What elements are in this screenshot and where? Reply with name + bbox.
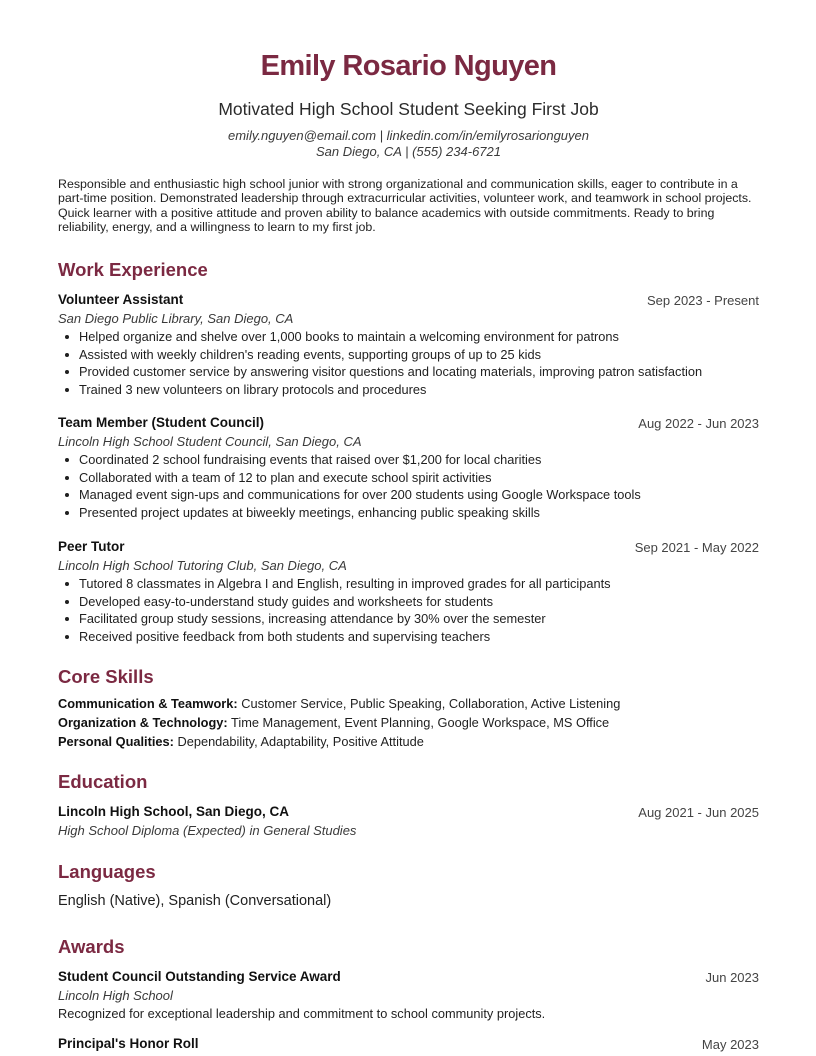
job-bullet: Developed easy-to-understand study guides and worksheets for students [79,593,759,611]
candidate-name: Emily Rosario Nguyen [260,50,557,82]
job-bullet: Tutored 8 classmates in Algebra I and English, resulting in improved grades for all participants [79,575,759,593]
skill-values: Customer Service, Public Speaking, Collaboration, Active Listening [237,696,621,711]
education-dates: Aug 2021 - Jun 2025 [638,805,759,820]
skill-values: Dependability, Adaptability, Positive Attitude [173,734,424,749]
award-date: May 2023 [701,1037,759,1052]
school-name: Lincoln High School, San Diego, CA [58,804,290,819]
contact-location-phone: San Diego, CA | (555) 234-6721 [315,144,501,159]
work-entry [58,415,759,521]
award-entry [58,1036,759,1054]
job-bullets [58,328,759,398]
skill-row [58,713,759,732]
resume-tagline: Motivated High School Student Seeking First Job [218,99,599,119]
job-title: Volunteer Assistant [58,292,184,307]
skills-list [58,694,759,751]
job-bullets [58,451,759,521]
section-title-education: Education [58,771,148,792]
award-description: Recognized for exceptional leadership and commitment to school community projects. [58,1006,546,1021]
job-dates: Aug 2022 - Jun 2023 [638,416,759,431]
job-bullet: Collaborated with a team of 12 to plan and execute school spirit activities [79,469,759,487]
job-dates: Sep 2023 - Present [646,293,759,308]
job-bullet: Managed event sign-ups and communications for over 200 students using Google Workspace tools [79,486,759,504]
job-bullet: Presented project updates at biweekly meetings, enhancing public speaking skills [79,504,759,522]
skill-category: Communication & Teamwork: [58,696,238,711]
award-entry [58,969,759,1022]
skill-category: Organization & Technology: [58,715,228,730]
award-issuer: Lincoln High School [58,988,173,1003]
degree: High School Diploma (Expected) in General Studies [58,823,357,838]
job-dates: Sep 2021 - May 2022 [634,540,759,555]
job-organization: Lincoln High School Tutoring Club, San Diego, CA [58,558,347,573]
work-entry [58,292,759,398]
languages-list: English (Native), Spanish (Conversational) [58,893,332,909]
award-date: Jun 2023 [705,970,759,985]
job-bullet: Facilitated group study sessions, increasing attendance by 30% over the semester [79,610,759,628]
section-title-skills: Core Skills [58,666,154,687]
section-title-work: Work Experience [58,259,208,280]
job-bullet: Received positive feedback from both students and supervising teachers [79,628,759,646]
skill-values: Time Management, Event Planning, Google Workspace, MS Office [227,715,610,730]
job-bullet: Trained 3 new volunteers on library protocols and procedures [79,381,759,399]
award-title: Principal's Honor Roll [58,1036,199,1051]
job-bullets [58,575,759,645]
education-entry [58,804,759,840]
skill-category: Personal Qualities: [58,734,174,749]
job-title: Team Member (Student Council) [58,415,265,430]
contact-email-linkedin: emily.nguyen@email.com | linkedin.com/in/emilyrosarionguyen [228,128,589,143]
work-entry [58,539,759,645]
job-organization: San Diego Public Library, San Diego, CA [58,311,294,326]
skill-row [58,694,759,713]
job-organization: Lincoln High School Student Council, San Diego, CA [58,434,362,449]
job-bullet: Helped organize and shelve over 1,000 books to maintain a welcoming environment for patrons [79,328,759,346]
professional-summary: Responsible and enthusiastic high school junior with strong organizational and communication skills, eager to contribute in a part-time position. Demonstrated leadership through extracurricular activities, volunteer work, and teamwork in school projects. Quick learner with a positive attitude and proven ability to balance academics with outside commitments. Ready to bring reliability, energy, and a willingness to learn to my first job. [58,177,752,235]
job-bullet: Coordinated 2 school fundraising events that raised over $1,200 for local charities [79,451,759,469]
job-title: Peer Tutor [58,539,125,554]
job-bullet: Assisted with weekly children's reading events, supporting groups of up to 25 kids [79,346,759,364]
skill-row [58,732,759,751]
job-bullet: Provided customer service by answering visitor questions and locating materials, improving patron satisfaction [79,363,759,381]
section-title-awards: Awards [58,936,125,957]
award-title: Student Council Outstanding Service Award [58,969,341,984]
section-title-languages: Languages [58,861,156,882]
